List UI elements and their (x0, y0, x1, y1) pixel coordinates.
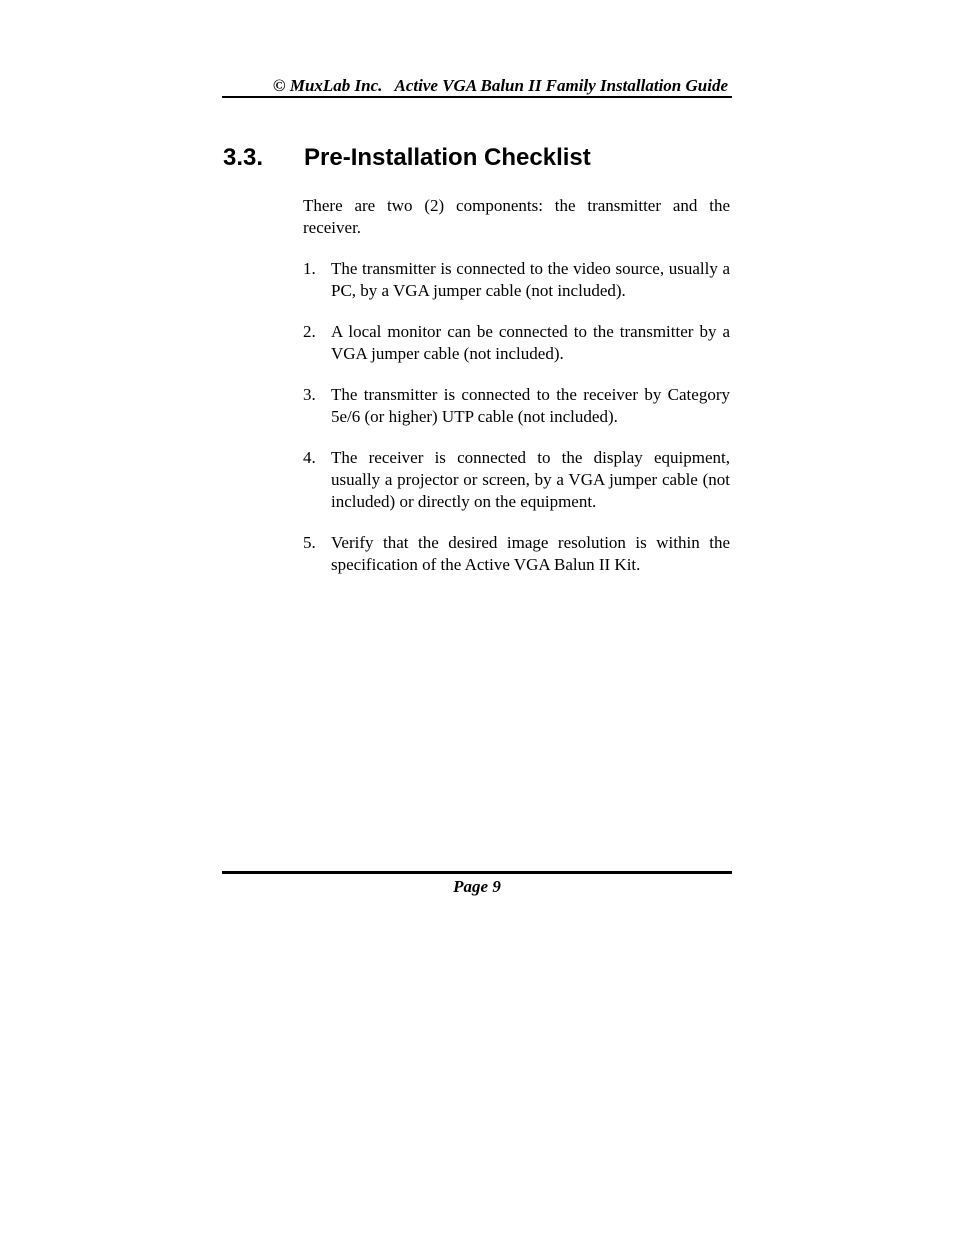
checklist-item (303, 384, 730, 428)
section-number: 3.3. (223, 144, 264, 171)
checklist-item-text: The transmitter is connected to the video source, usually a PC, by a VGA jumper cable (not included). (331, 259, 730, 300)
checklist-item-number: 4. (303, 448, 316, 467)
checklist-item-text: The receiver is connected to the display equipment, usually a projector or screen, by a VGA jumper cable (not included) or directly on the equipment. (331, 448, 730, 511)
checklist-item-number: 2. (303, 322, 316, 341)
intro-paragraph: There are two (2) components: the transmitter and the receiver. (303, 196, 730, 237)
checklist-item-text: The transmitter is connected to the receiver by Category 5e/6 (or higher) UTP cable (not included). (331, 385, 730, 426)
checklist-item (303, 447, 730, 513)
checklist-item-text: Verify that the desired image resolution is within the specification of the Active VGA Balun II Kit. (331, 533, 730, 574)
page-header (222, 74, 732, 98)
checklist-item-text: A local monitor can be connected to the transmitter by a VGA jumper cable (not included). (331, 322, 730, 363)
checklist-item-number: 5. (303, 533, 316, 552)
page-number: Page 9 (453, 877, 501, 896)
header-title: © MuxLab Inc. Active VGA Balun II Family Installation Guide (272, 76, 728, 95)
checklist-item-number: 1. (303, 259, 316, 278)
section-heading (223, 143, 733, 175)
checklist-item (303, 258, 730, 302)
section-title: Pre-Installation Checklist (304, 144, 591, 171)
checklist-item (303, 532, 730, 576)
checklist (303, 258, 730, 576)
checklist-item-number: 3. (303, 385, 316, 404)
checklist-item (303, 321, 730, 365)
footer-rule (222, 871, 732, 874)
section-body (303, 195, 730, 595)
